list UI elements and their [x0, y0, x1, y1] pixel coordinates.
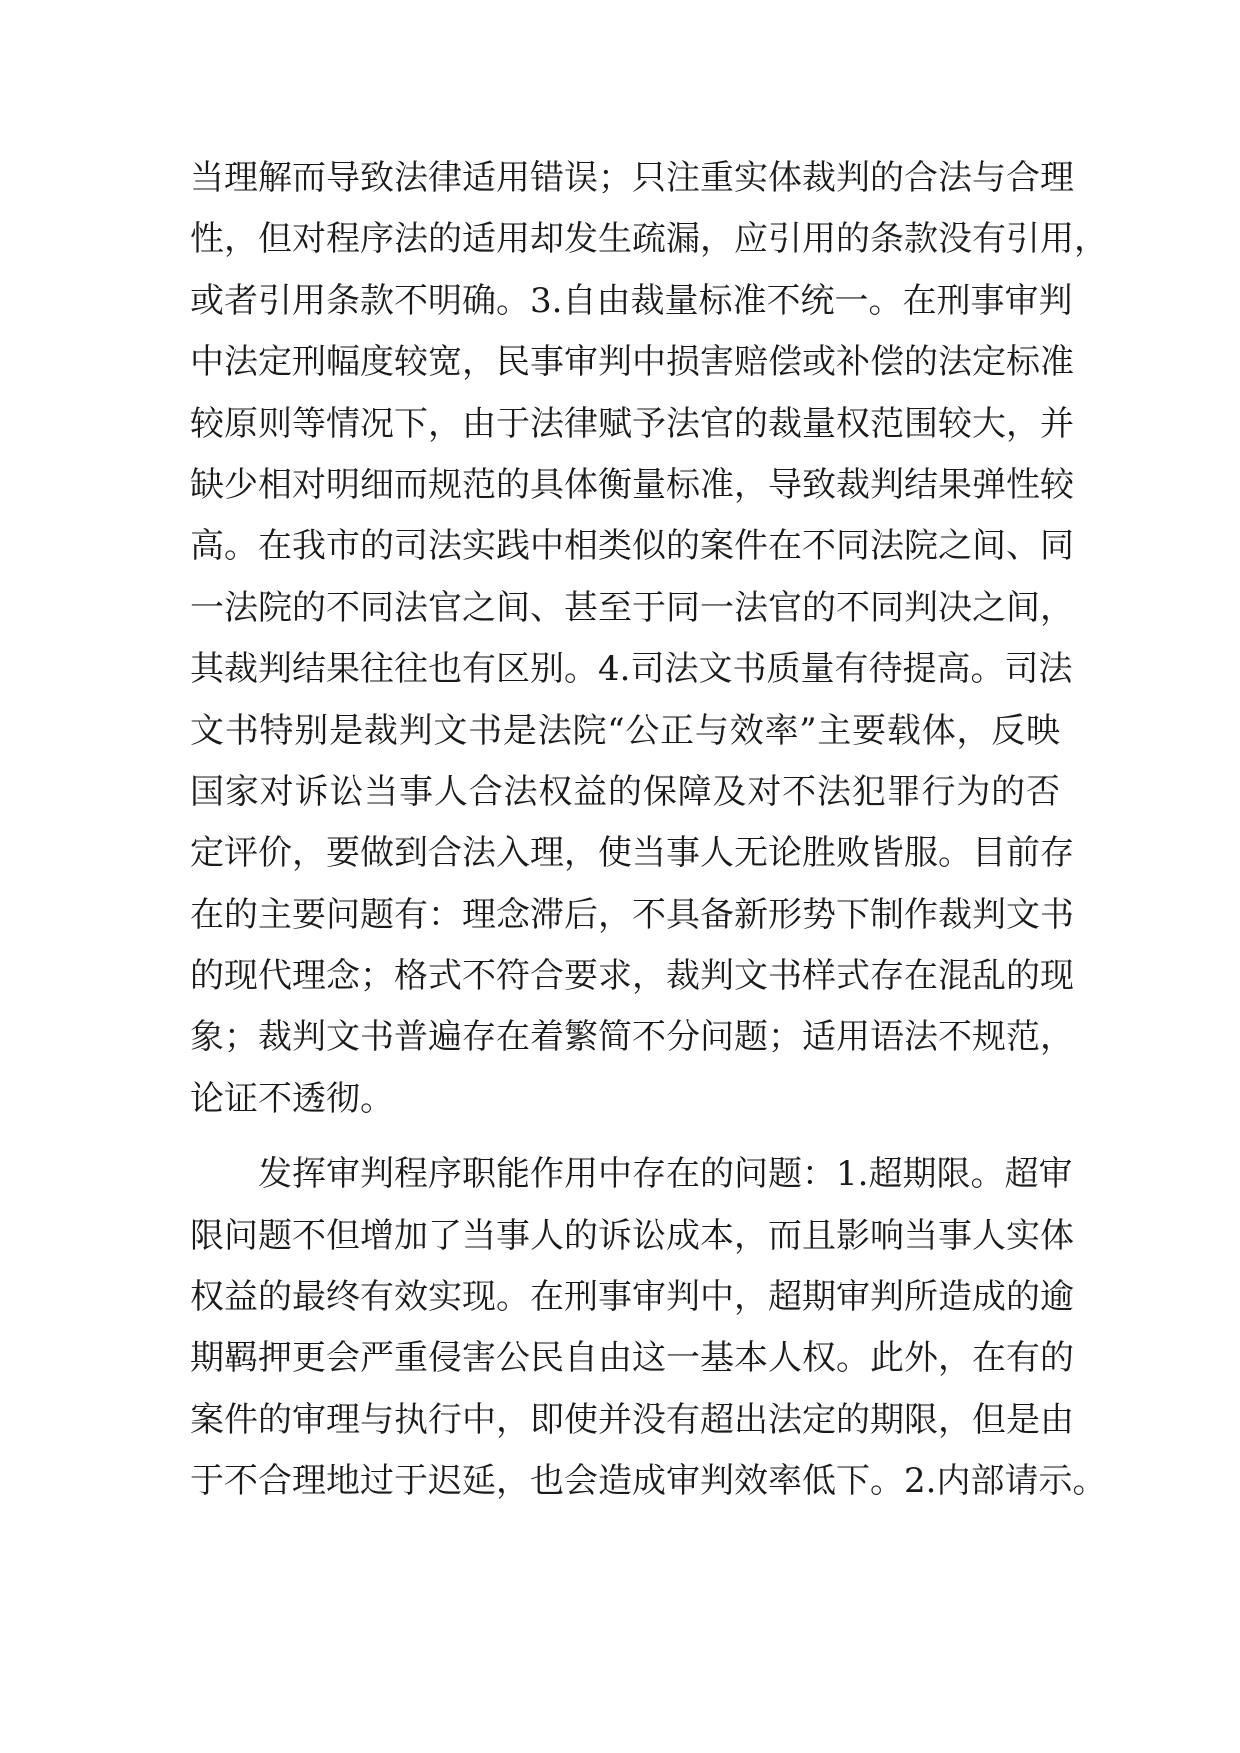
text-line: 象；裁判文书普遍存在着繁简不分问题；适用语法不规范， — [190, 1017, 1074, 1058]
text-line: 较原则等情况下，由于法律赋予法官的裁量权范围较大，并 — [190, 403, 1074, 444]
text-line: 国家对诉讼当事人合法权益的保障及对不法犯罪行为的否 — [190, 771, 1060, 812]
text-line: 或者引用条款不明确。3.自由裁量标准不统一。在刑事审判 — [190, 280, 1073, 321]
paragraph-1 — [190, 148, 1108, 1130]
text-line: 的现代理念；格式不符合要求，裁判文书样式存在混乱的现 — [190, 956, 1074, 997]
text-line: 一法院的不同法官之间、甚至于同一法官的不同判决之间， — [190, 587, 1074, 628]
text-line: 案件的审理与执行中，即使并没有超出法定的期限，但是由 — [190, 1399, 1074, 1440]
text-line: 其裁判结果往往也有区别。4.司法文书质量有待提高。司法 — [190, 649, 1073, 690]
text-line: 期羁押更会严重侵害公民自由这一基本人权。此外，在有的 — [190, 1338, 1074, 1379]
paragraph-2 — [190, 1144, 1107, 1512]
text-line: 中法定刑幅度较宽，民事审判中损害赔偿或补偿的法定标准 — [190, 342, 1074, 383]
text-line: 论证不透彻。 — [190, 1078, 394, 1119]
text-line: 于不合理地过于迟延，也会造成审判效率低下。2.内部请示。 — [190, 1461, 1107, 1502]
document-body — [190, 148, 1108, 1513]
text-line: 在的主要问题有：理念滞后，不具备新形势下制作裁判文书 — [190, 894, 1074, 935]
paragraph-gap — [190, 1130, 1060, 1144]
text-line: 缺少相对明细而规范的具体衡量标准，导致裁判结果弹性较 — [190, 464, 1074, 505]
text-line: 高。在我市的司法实践中相类似的案件在不同法院之间、同 — [190, 526, 1074, 567]
text-line: 发挥审判程序职能作用中存在的问题：1.超期限。超审 — [258, 1154, 1073, 1195]
text-line: 文书特别是裁判文书是法院“公正与效率”主要载体，反映 — [190, 710, 1060, 751]
text-line: 权益的最终有效实现。在刑事审判中，超期审判所造成的逾 — [190, 1277, 1074, 1318]
text-line: 性，但对程序法的适用却发生疏漏，应引用的条款没有引用， — [190, 219, 1108, 260]
text-line: 定评价，要做到合法入理，使当事人无论胜败皆服。目前存 — [190, 833, 1074, 874]
text-line: 当理解而导致法律适用错误；只注重实体裁判的合法与合理 — [190, 158, 1074, 198]
text-line: 限问题不但增加了当事人的诉讼成本，而且影响当事人实体 — [190, 1215, 1074, 1256]
